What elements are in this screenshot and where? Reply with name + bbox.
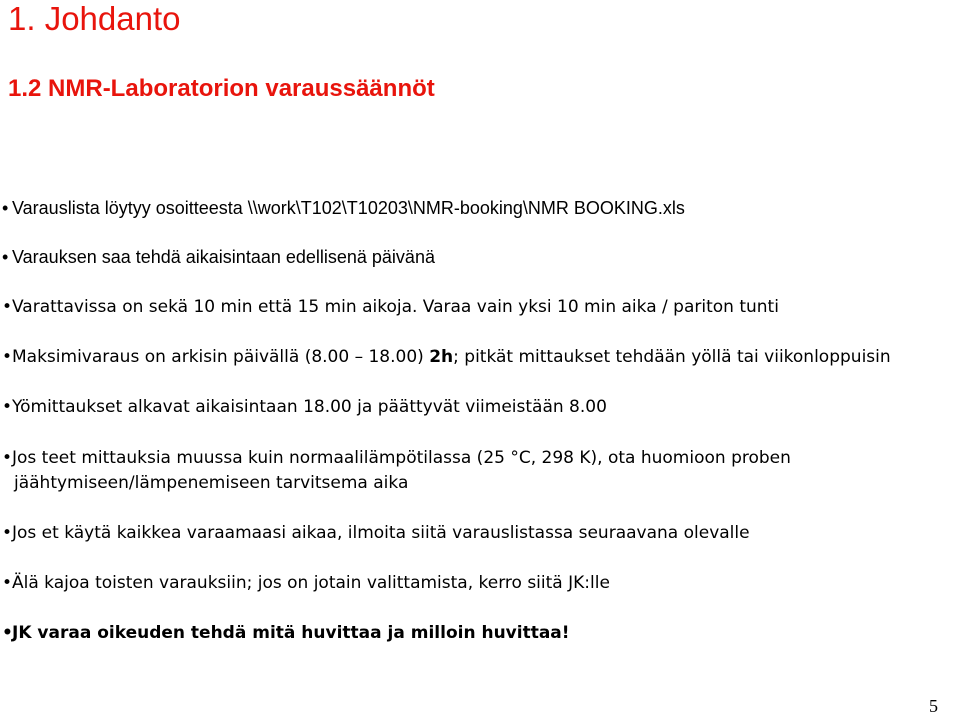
bullet-dot: • bbox=[2, 347, 13, 367]
bullet-dot: • bbox=[2, 397, 13, 417]
bullet-text: Jos et käytä kaikkea varaamaasi aikaa, ilmoita siitä varauslistassa seuraavana olevalle bbox=[12, 523, 750, 543]
slide-title: 1. Johdanto bbox=[8, 0, 181, 37]
bullet-booking-list-location bbox=[2, 196, 685, 220]
bullet-jk-rights bbox=[2, 621, 570, 645]
bullet-text: Jos teet mittauksia muussa kuin normaalilämpötilassa (25 °C, 298 K), ota huomioon proben bbox=[12, 448, 791, 468]
bullet-text: Varauslista löytyy osoitteesta \\work\T102\T10203\NMR-booking\NMR BOOKING.xls bbox=[12, 198, 685, 218]
bullet-text-pre: Maksimivaraus on arkisin päivällä (8.00 – 18.00) bbox=[12, 347, 430, 367]
bullet-dot: • bbox=[2, 297, 13, 317]
bullet-text: Yömittaukset alkavat aikaisintaan 18.00 ja päättyvät viimeistään 8.00 bbox=[12, 397, 607, 417]
bullet-booking-advance bbox=[2, 245, 435, 269]
bullet-temperature bbox=[2, 446, 791, 470]
bullet-text-bold: 2h bbox=[429, 347, 454, 367]
bullet-dot: • bbox=[2, 247, 9, 267]
bullet-dot: • bbox=[2, 523, 13, 543]
bullet-text: JK varaa oikeuden tehdä mitä huvittaa ja milloin huvittaa! bbox=[12, 623, 570, 643]
bullet-text: Varattavissa on sekä 10 min että 15 min aikoja. Varaa vain yksi 10 min aika / pariton tunti bbox=[12, 297, 779, 317]
bullet-max-booking bbox=[2, 345, 891, 369]
bullet-night-measurements bbox=[2, 395, 607, 419]
bullet-dot: • bbox=[2, 198, 9, 218]
bullet-others-bookings bbox=[2, 571, 610, 595]
page-number: 5 bbox=[929, 696, 938, 716]
bullet-time-slots bbox=[2, 295, 779, 319]
bullet-dot: • bbox=[2, 623, 13, 643]
bullet-text: Älä kajoa toisten varauksiin; jos on jotain valittamista, kerro siitä JK:lle bbox=[12, 573, 610, 593]
bullet-text: Varauksen saa tehdä aikaisintaan edellisenä päivänä bbox=[12, 247, 435, 267]
bullet-unused-time bbox=[2, 521, 750, 545]
slide-subtitle: 1.2 NMR-Laboratorion varaussäännöt bbox=[8, 75, 435, 102]
bullet-text-post: ; pitkät mittaukset tehdään yöllä tai viikonloppuisin bbox=[453, 347, 891, 367]
bullet-dot: • bbox=[2, 573, 13, 593]
bullet-temperature-continued: jäähtymiseen/lämpenemiseen tarvitsema aika bbox=[14, 473, 409, 493]
bullet-dot: • bbox=[2, 448, 13, 468]
